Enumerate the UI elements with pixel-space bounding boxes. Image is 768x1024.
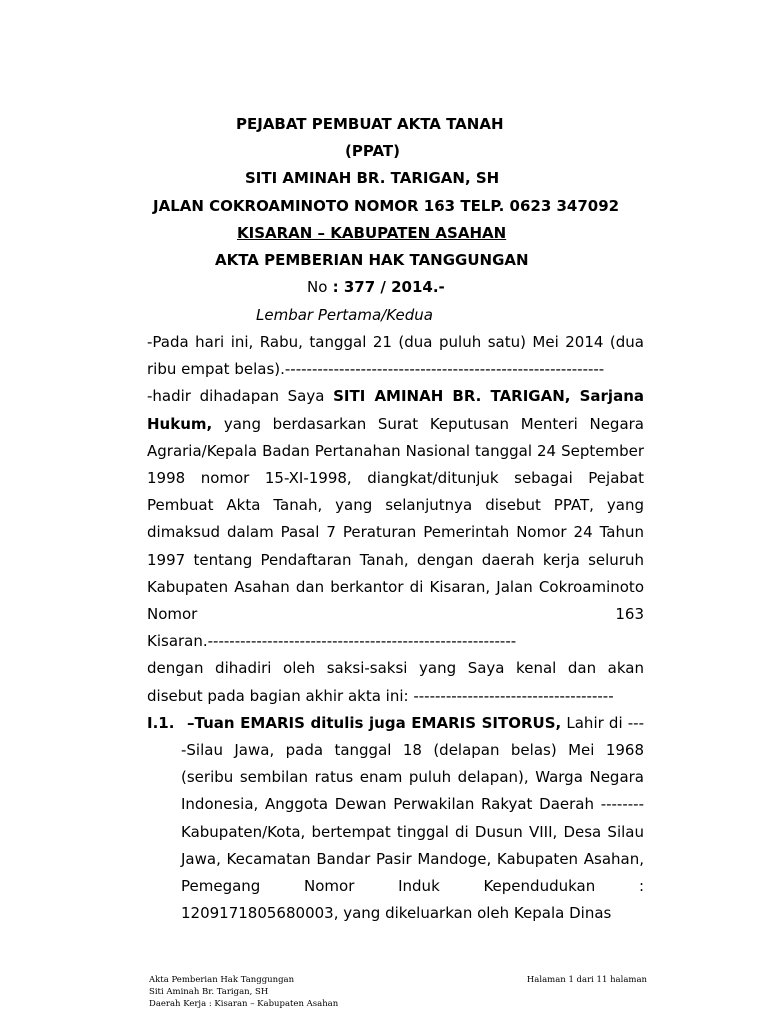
paragraph-appearance-text: yang berdasarkan Surat Keputusan Menteri Negara Agraria/Kepala Badan Pertanahan Nasional tanggal 24 September 1998 nomor 15-XI-1998, diangkat/ditunjuk sebagai Pejabat Pembuat Akta Tanah, yang selanjutnya disebut PPAT, yang dimaksud dalam Pasal 7 Peraturan Pemerintah Nomor 24 Tahun 1997 tentang Pendaftaran Tanah, dengan daerah kerja seluruh Kabupaten Asahan dan berkantor di Kisaran, Jalan Cokroaminoto Nomor 163 — [147, 414, 644, 624]
paragraph-appearance-tail: Kisaran.--------------------------------------------------------- — [147, 632, 517, 651]
ppat-name: SITI AMINAH BR. TARIGAN, Sarjana Hukum, — [147, 387, 644, 433]
footer-page-number: Halaman 1 dari 11 halaman — [526, 975, 647, 985]
header-address: JALAN COKROAMINOTO NOMOR 163 TELP. 0623 347092 — [153, 197, 620, 215]
header-location: KISARAN – KABUPATEN ASAHAN — [237, 224, 507, 242]
document-body — [147, 329, 644, 927]
header-deed-title: AKTA PEMBERIAN HAK TANGGUNGAN — [215, 251, 529, 269]
deed-number — [307, 274, 445, 301]
party-item — [147, 710, 644, 928]
footer-ppat-name: Siti Aminah Br. Tarigan, SH — [149, 987, 269, 997]
header-name: SITI AMINAH BR. TARIGAN, SH — [245, 169, 500, 187]
sheet-label: Lembar Pertama/Kedua — [256, 306, 433, 324]
deed-number-label: No — [307, 278, 328, 296]
footer-deed-type: Akta Pemberian Hak Tanggungan — [149, 975, 295, 985]
party-details: Lahir di ----Silau Jawa, pada tanggal 18 (delapan belas) Mei 1968 (seribu sembilan ratus enam puluh delapan), Warga Negara Indonesia, Anggota Dewan Perwakilan Rakyat Daerah -------- Kabupaten/Kota, bertempat tinggal di Dusun VIII, Desa Silau Jawa, Kecamatan Bandar Pasir Mandoge, Kabupaten Asahan, Pemegang Nomor Induk Kependudukan : 1209171805680003, yang dikeluarkan oleh Kepala Dinas — [181, 713, 644, 923]
footer-work-area: Daerah Kerja : Kisaran – Kabupaten Asahan — [149, 999, 339, 1009]
paragraph-date: -Pada hari ini, Rabu, tanggal 21 (dua puluh satu) Mei 2014 (dua ribu empat belas).----------------------------------------------------------- — [147, 333, 644, 379]
page-footer — [149, 974, 647, 1010]
header-title: PEJABAT PEMBUAT AKTA TANAH — [236, 115, 504, 133]
header-subtitle: (PPAT) — [345, 142, 400, 160]
paragraph-appearance-intro: -hadir dihadapan Saya — [147, 387, 334, 406]
deed-number-value: : 377 / 2014.- — [332, 278, 445, 296]
party-name: –Tuan EMARIS ditulis juga EMARIS SITORUS, — [187, 713, 562, 732]
paragraph-appearance — [147, 383, 644, 628]
paragraph-witnesses: dengan dihadiri oleh saksi-saksi yang Saya kenal dan akan disebut pada bagian akhir akta ini: ------------------------------------- — [147, 659, 644, 705]
party-item-number: I.1. — [147, 713, 175, 732]
